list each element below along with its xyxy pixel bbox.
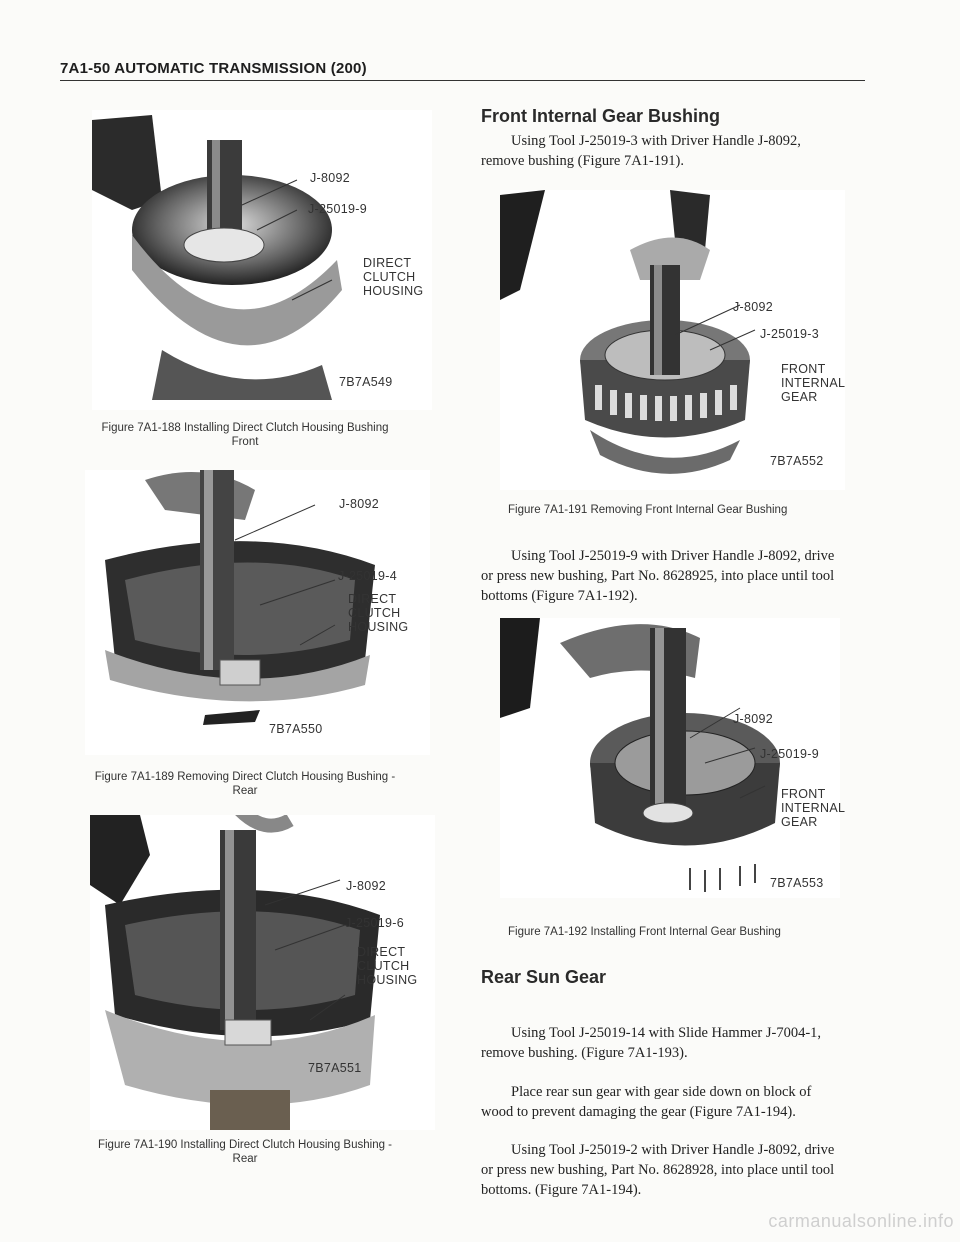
fig190-caption-line2: Rear [232,1153,258,1165]
page-header: 7A1-50 AUTOMATIC TRANSMISSION (200) [60,60,367,77]
fig191-label-3: FRONT [781,362,826,376]
fig192-code: 7B7A553 [770,876,824,890]
rear-sun-p3-line2: or press new bushing, Part No. 8628928, into place until tool [481,1162,835,1178]
fig188-label-5: HOUSING [363,284,424,298]
rear-sun-p2-line1: Place rear sun gear with gear side down on block of [511,1084,812,1100]
fig192-caption: Figure 7A1-192 Installing Front Internal Gear Bushing [508,926,781,938]
front-internal-p2-line1: Using Tool J-25019-9 with Driver Handle J-8092, drive [511,548,835,564]
rear-sun-paragraph-2 [481,1082,866,1122]
rear-sun-p1-line2: remove bushing. (Figure 7A1-193). [481,1045,688,1061]
fig189-label-2: J-25019-4 [338,569,397,583]
fig189-caption [58,770,432,798]
rear-sun-p1-line1: Using Tool J-25019-14 with Slide Hammer J-7004-1, [511,1025,822,1041]
fig189-code: 7B7A550 [269,722,323,736]
header-rule [60,80,865,81]
fig191-code: 7B7A552 [770,454,824,468]
fig190-label-3: DIRECT [357,945,406,959]
rear-sun-paragraph-3 [481,1140,866,1200]
fig192-label-3: FRONT [781,787,826,801]
fig188-label-3: DIRECT [363,256,412,270]
fig188-label-4: CLUTCH [363,270,416,284]
fig189-caption-line1: Figure 7A1-189 Removing Direct Clutch Housing Bushing - [94,771,396,783]
fig189-caption-line2: Rear [232,785,258,797]
fig189-label-5: HOUSING [348,620,409,634]
fig189-label-3: DIRECT [348,592,397,606]
fig190-caption [58,1138,432,1166]
fig190-label-1: J-8092 [346,879,387,893]
fig189-label-1: J-8092 [339,497,380,511]
fig191-label-2: J-25019-3 [760,327,819,341]
rear-sun-p3-line1: Using Tool J-25019-2 with Driver Handle J-8092, drive [511,1142,835,1158]
front-internal-p2-line3: bottoms (Figure 7A1-192). [481,588,638,604]
fig190-label-2: J-25019-6 [345,916,404,930]
rear-sun-paragraph-1 [481,1023,866,1063]
fig191-label-1: J-8092 [733,300,774,314]
footer-watermark-link[interactable]: carmanualsonline.info [768,1211,954,1231]
fig188-caption-line1: Figure 7A1-188 Installing Direct Clutch Housing Bushing [101,422,389,434]
fig190-label-5: HOUSING [357,973,418,987]
rear-sun-p3-line3: bottoms. (Figure 7A1-194). [481,1182,642,1198]
fig191-caption: Figure 7A1-191 Removing Front Internal Gear Bushing [508,504,788,516]
front-internal-p2-line2: or press new bushing, Part No. 8628925, into place until tool [481,568,835,584]
fig188-code: 7B7A549 [339,375,393,389]
front-internal-paragraph-1 [481,131,866,171]
fig188-caption-line2: Front [231,436,259,448]
fig192-label-1: J-8092 [733,712,774,726]
front-internal-p1-line2: remove bushing (Figure 7A1-191). [481,153,684,169]
rear-sun-p2-line2: wood to prevent damaging the gear (Figure 7A1-194). [481,1104,796,1120]
fig188-label-1: J-8092 [310,171,351,185]
fig190-code: 7B7A551 [308,1061,362,1075]
section-title-rear-sun: Rear Sun Gear [481,967,607,987]
fig191-label-5: GEAR [781,390,818,404]
fig191-label-4: INTERNAL [781,376,846,390]
fig192-label-5: GEAR [781,815,818,829]
section-title-front-internal: Front Internal Gear Bushing [481,106,721,126]
fig190-caption-line1: Figure 7A1-190 Installing Direct Clutch Housing Bushing - [97,1139,393,1151]
fig192-label-4: INTERNAL [781,801,846,815]
front-internal-p1-line1: Using Tool J-25019-3 with Driver Handle J-8092, [511,133,801,149]
fig189-label-4: CLUTCH [348,606,401,620]
fig192-label-2: J-25019-9 [760,747,819,761]
fig188-label-2: J-25019-9 [308,202,367,216]
fig190-label-4: CLUTCH [357,959,410,973]
front-internal-paragraph-2 [481,546,866,606]
fig188-caption [58,421,432,449]
